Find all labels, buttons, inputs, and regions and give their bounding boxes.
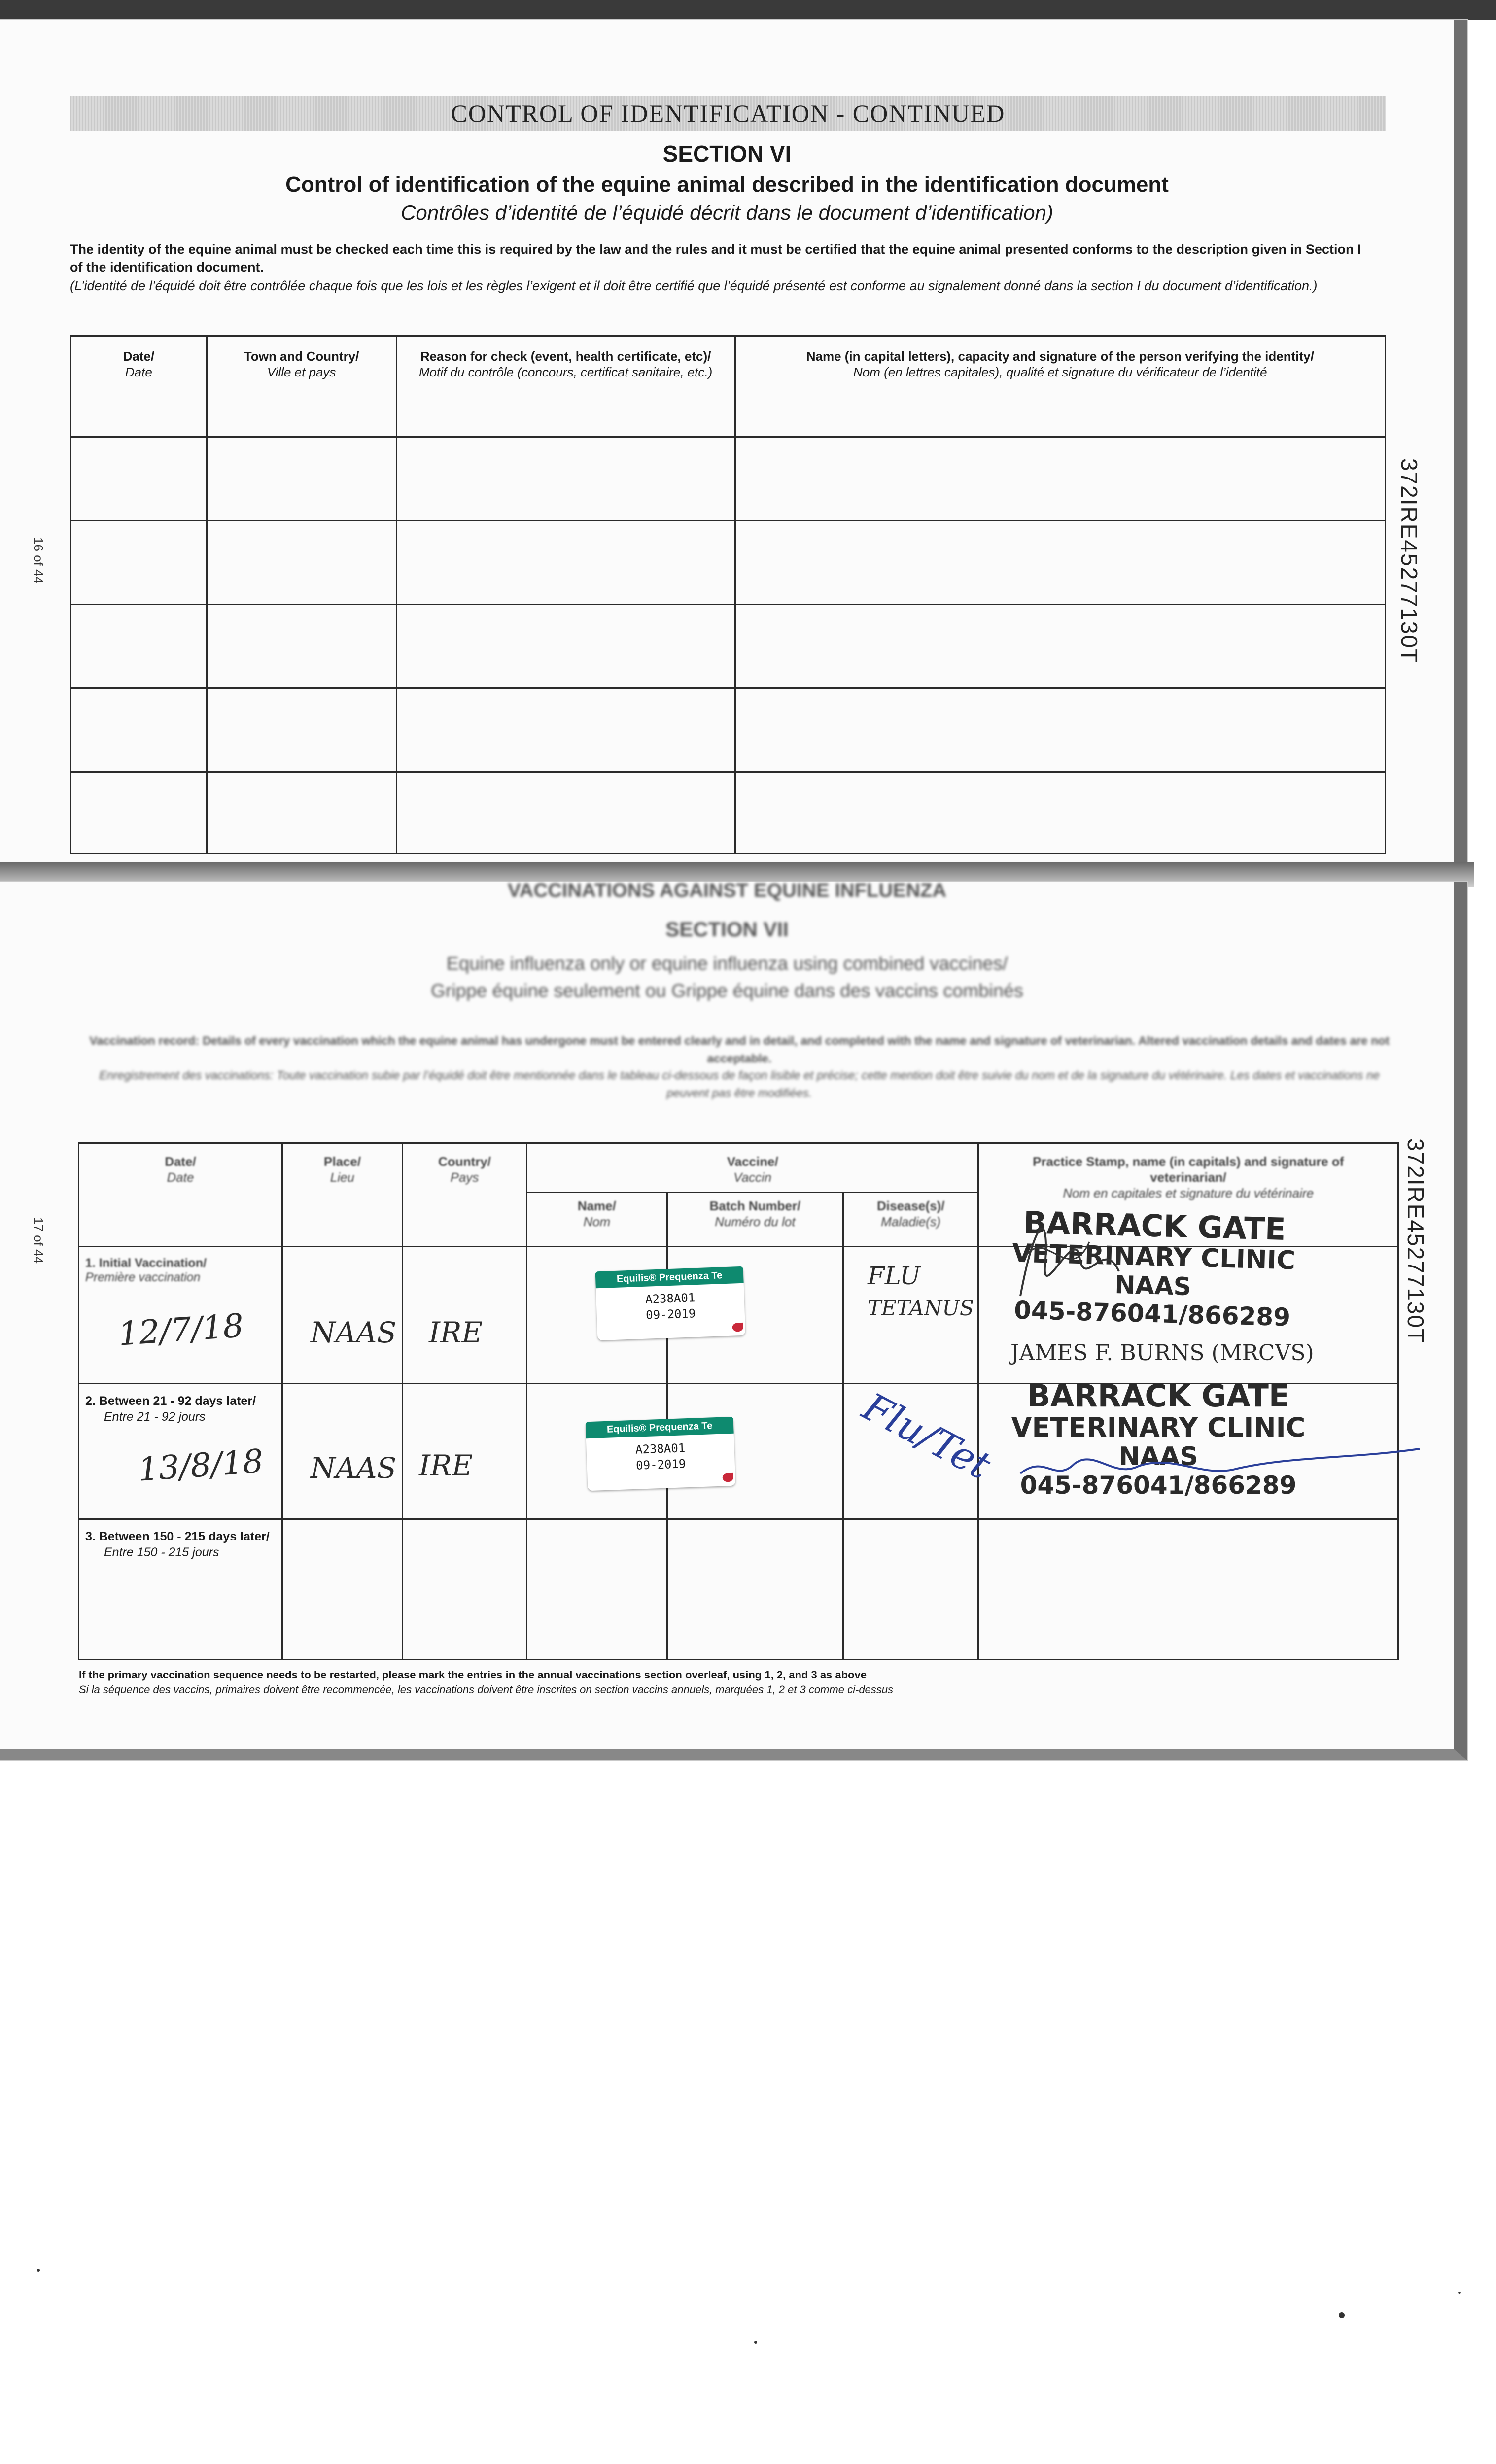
row-label: 3. Between 150 - 215 days later/ [85,1530,270,1543]
vaccine-batch-sticker [586,1417,736,1491]
section-title-french: Grippe équine seulement ou Grippe équine dans des vaccins combinés [431,981,1023,1001]
practice-stamp: BARRACK GATE VETERINARY CLINIC NAAS 045-876041/866289 [1011,1204,1296,1332]
page-number: 17 of 44 [31,1217,46,1264]
column-header-practice-stamp: Practice Stamp, name (in capitals) and signature of veterinarian/ Nom en capitales et signature du vétérinaire [978,1143,1398,1247]
column-header-date: Date/ Date [71,336,207,437]
column-header-country: Country/ Pays [403,1143,527,1247]
scan-speck [37,2269,40,2272]
vet-name: JAMES F. BURNS (MRCVS) [1010,1340,1314,1366]
page-number: 16 of 44 [31,537,46,583]
column-header-batch-number: Batch Number/ Numéro du lot [667,1193,843,1247]
row-label-french: Entre 150 - 215 jours [104,1545,219,1559]
table-row [79,1519,1398,1660]
section-title: Equine influenza only or equine influenza using combined vaccines/ [446,954,1008,974]
footnote: If the primary vaccination sequence needs to be restarted, please mark the entries in the annual vaccinations section overleaf, using 1, 2, and 3 as above [79,1669,867,1681]
vaccine-name: Equilis® Prequenza Te [595,1266,744,1288]
instructions-text-french: (L’identité de l’équidé doit être contrôlée chaque fois que les lois et les règles l’exigent et il doit être certifié que l’équidé présenté est conforme au signalement donné dans la section I du document d’identification.) [70,278,1318,293]
instructions-text-french: Enregistrement des vaccinations: Toute vaccination subie par l’équidé doit être mentionnée dans le tableau ci-dessous de façon lisible et précise; cette mention doit être suivie du nom et de la signature du vétérinaire. Les dates et vaccinations ne peuvent pas être modifiées. [99,1069,1380,1100]
passport-serial-number: 372IRE45277130T [1396,458,1422,664]
scan-speck [1458,2292,1461,2294]
column-header-verifier: Name (in capital letters), capacity and signature of the person verifying the identity/ Nom (en lettres capitales), qualité et signature du vérificateur de l’identité [735,336,1385,437]
footnote-french: Si la séquence des vaccins, primaires doivent être recommencée, les vaccinations doivent être inscrites on section vaccins annuels, marquées 1, 2 et 3 comme ci-dessus [79,1683,894,1696]
vet-signature [1015,1444,1425,1488]
scan-speck [1339,2312,1345,2318]
scan-speck [754,2341,757,2344]
page-band-title: VACCINATIONS AGAINST EQUINE INFLUENZA [507,880,947,901]
table-row [71,605,1386,688]
page-band-title: CONTROL OF IDENTIFICATION - CONTINUED [70,96,1386,131]
vaccine-batch-sticker [595,1266,746,1340]
vaccine-name: Equilis® Prequenza Te [586,1417,734,1438]
vet-signature [1006,1198,1134,1326]
row-label: 2. Between 21 - 92 days later/ [85,1394,256,1408]
table-row [71,772,1386,854]
handwritten-country: IRE [429,1316,483,1349]
sticker-peel-mark [722,1473,733,1482]
column-header-date: Date/ Date [79,1143,282,1247]
handwritten-date: 12/7/18 [117,1306,245,1353]
practice-stamp: BARRACK GATE VETERINARY CLINIC NAAS 045-876041/866289 [1011,1378,1306,1500]
section-title-french: Contrôles d’identité de l’équidé décrit dans le document d’identification) [401,201,1053,224]
table-row [71,521,1386,605]
instructions-text: The identity of the equine animal must be checked each time this is required by the law and the rules and it must be certified that the equine animal presented conforms to the description given in Section I of the identification document. [70,242,1361,274]
sticker-expiry: 09-2019 [645,1306,696,1322]
section-title: Control of identification of the equine animal described in the identification document [285,172,1169,197]
handwritten-country: IRE [419,1449,473,1482]
row-label-french: Entre 21 - 92 jours [104,1410,206,1424]
table-row [71,688,1386,772]
instructions-text: Vaccination record: Details of every vaccination which the equine animal has undergone must be entered clearly and in detail, and completed with the name and signature of veterinarian. Altered vaccination details and dates are not acceptable. [89,1034,1390,1065]
passport-serial-number: 372IRE45277130T [1403,1138,1428,1344]
row-label: 1. Initial Vaccination/ [85,1256,207,1270]
sticker-expiry: 09-2019 [635,1457,686,1472]
handwritten-disease: TETANUS [868,1296,974,1320]
sticker-lot-number: A238A01 [645,1291,696,1306]
handwritten-disease: Flu/Tet [855,1384,998,1489]
sticker-lot-number: A238A01 [635,1441,686,1457]
handwritten-place: NAAS [311,1316,397,1349]
column-header-vaccine-name: Name/ Nom [527,1193,667,1247]
sticker-peel-mark [732,1323,743,1332]
row-label-french: Première vaccination [85,1270,201,1284]
handwritten-disease: FLU [868,1262,921,1290]
section-heading: SECTION VII [665,918,789,941]
identity-check-table [70,335,1386,854]
handwritten-date: 13/8/18 [137,1442,265,1489]
handwritten-place: NAAS [311,1451,397,1485]
column-header-vaccine: Vaccine/ Vaccin [527,1143,978,1193]
column-header-place: Place/ Lieu [282,1143,402,1247]
scan-edge [0,0,1496,20]
column-header-disease: Disease(s)/ Maladie(s) [843,1193,978,1247]
column-header-town-country: Town and Country/ Ville et pays [207,336,396,437]
section-heading: SECTION VI [662,141,792,167]
table-row [71,437,1386,521]
column-header-reason: Reason for check (event, health certificate, etc)/ Motif du contrôle (concours, certificat sanitaire, etc.) [396,336,735,437]
